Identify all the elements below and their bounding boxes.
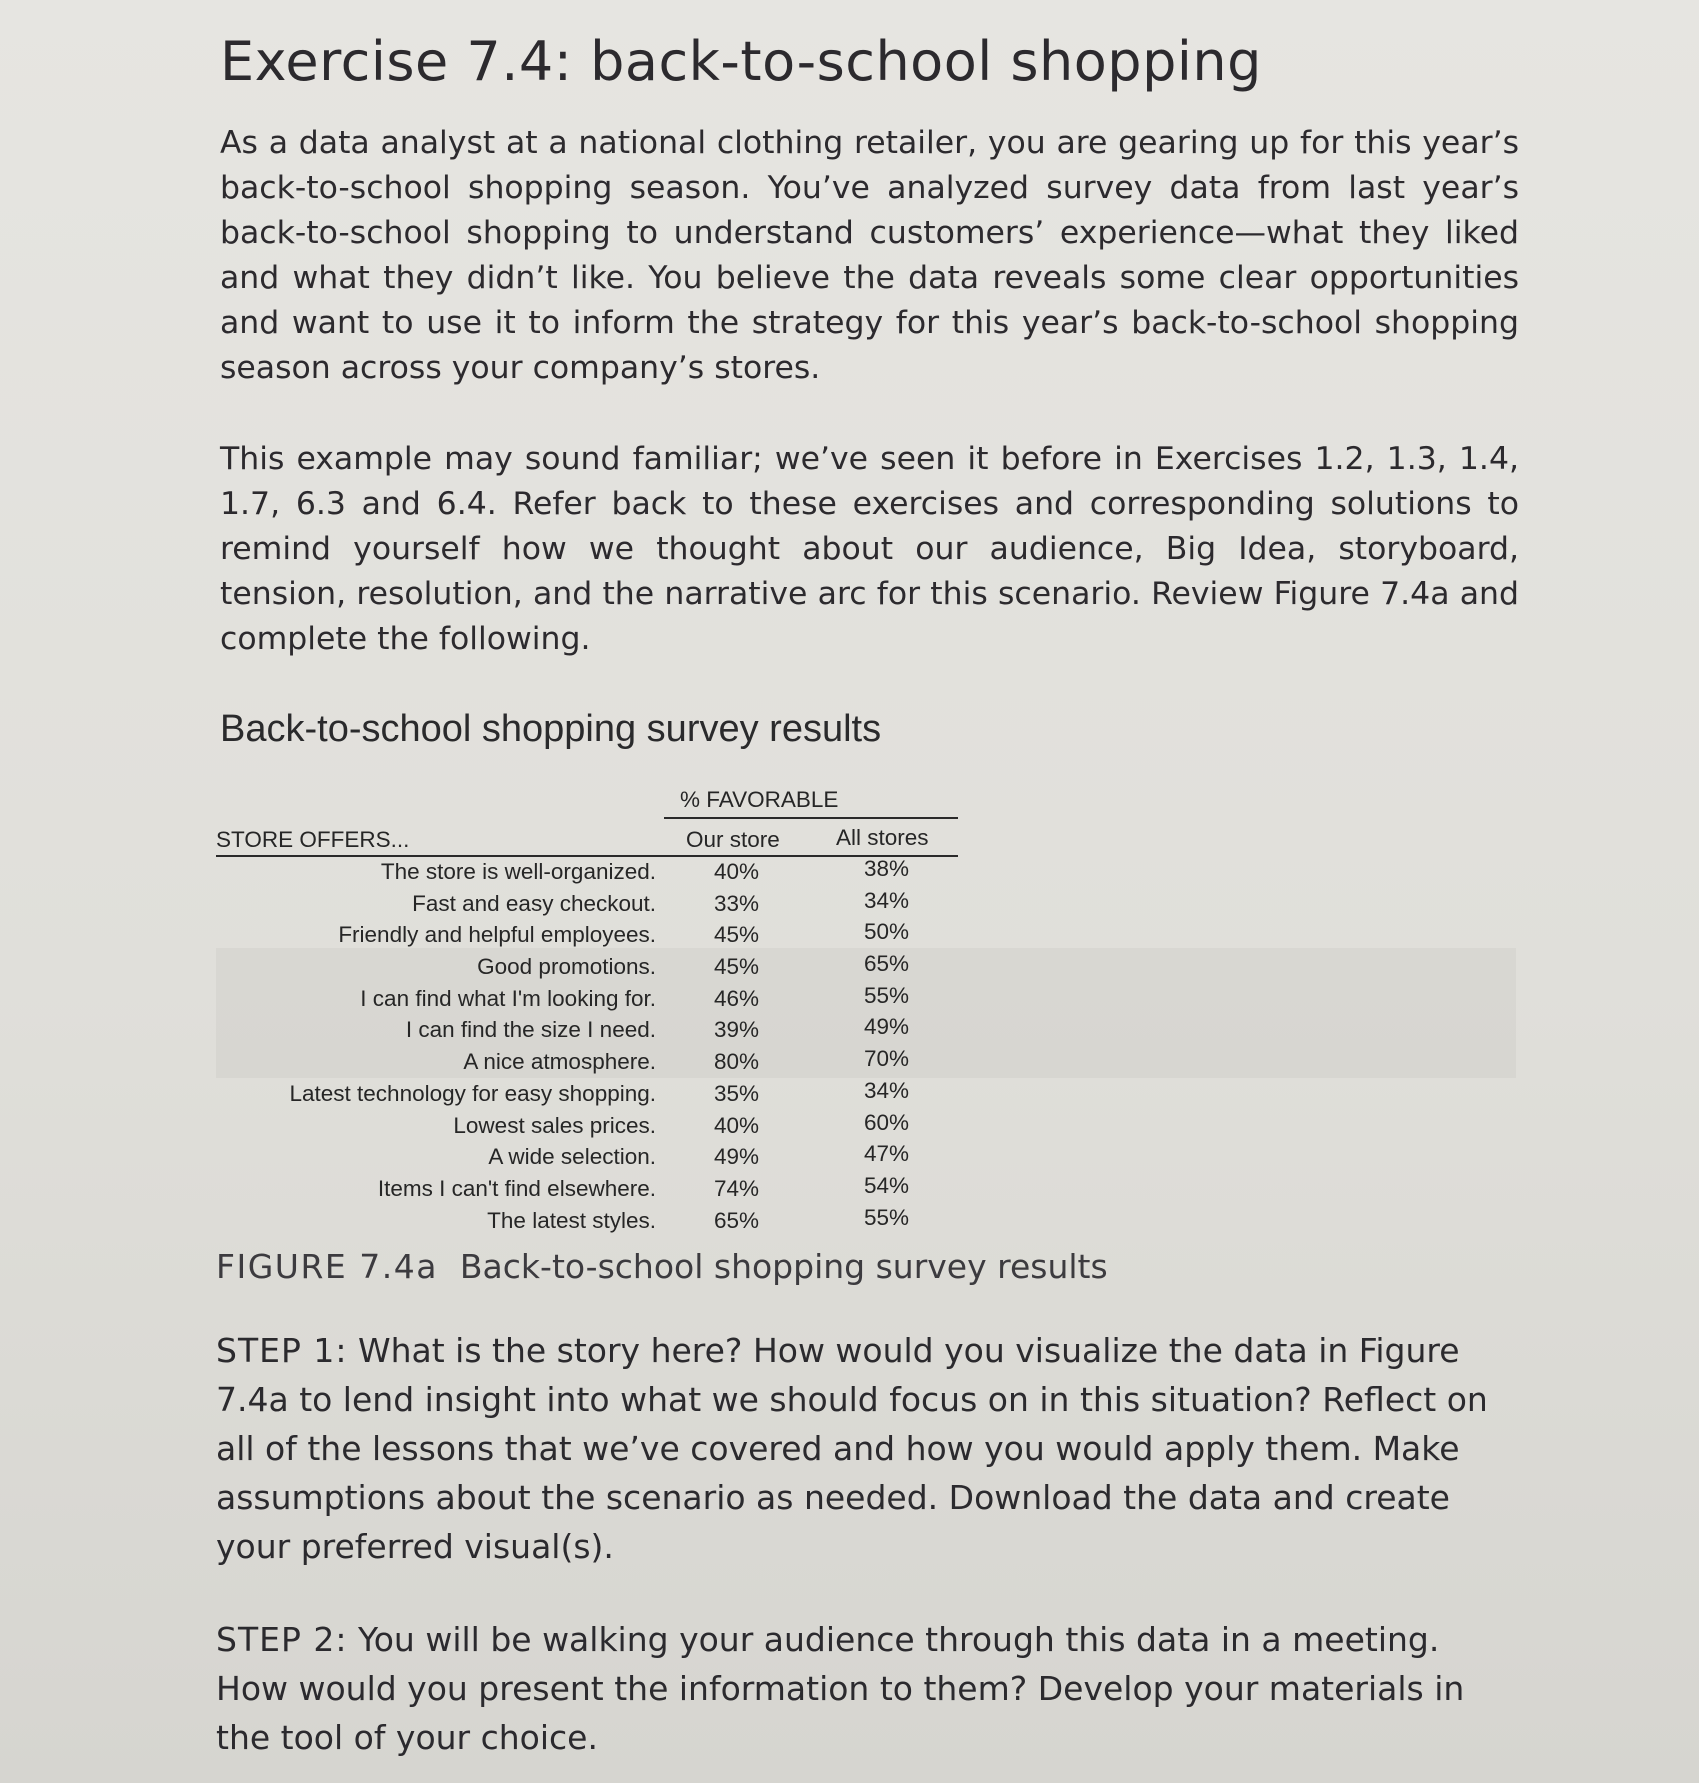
figure-title: Back-to-school shopping survey results	[220, 708, 882, 750]
all-stores-value: 49%	[864, 1014, 910, 1040]
column-header-row	[216, 821, 958, 857]
row-label: The store is well-organized.	[380, 859, 656, 884]
table-row	[216, 1141, 958, 1176]
all-stores-value: 55%	[864, 982, 910, 1008]
figure-caption	[216, 1247, 1519, 1286]
table-row	[216, 919, 958, 954]
figure-label: FIGURE 7.4a	[216, 1247, 438, 1286]
row-label: I can find the size I need.	[405, 1017, 656, 1043]
table-row	[216, 1172, 958, 1208]
our-store-value: 40%	[714, 1112, 760, 1138]
our-store-value: 33%	[714, 890, 760, 916]
row-label: I can find what I'm looking for.	[360, 985, 656, 1011]
row-label: A nice atmosphere.	[463, 1049, 656, 1075]
all-stores-value: 65%	[864, 951, 910, 977]
favorable-group-header: % FAVORABLE	[664, 787, 958, 819]
table-row	[216, 951, 958, 986]
row-label: The latest styles.	[487, 1207, 656, 1233]
table-row	[216, 887, 958, 923]
our-store-value: 46%	[714, 985, 760, 1011]
step-2-label: STEP 2:	[216, 1620, 348, 1659]
all-stores-value: 50%	[864, 919, 910, 945]
exercise-title: Exercise 7.4: back-to-school shopping	[220, 30, 1262, 93]
table-row	[216, 982, 958, 1018]
all-stores-value: 38%	[864, 856, 910, 881]
our-store-value: 45%	[714, 954, 760, 980]
step-1-label: STEP 1:	[216, 1331, 348, 1370]
column-header-all-stores: All stores	[836, 825, 929, 850]
our-store-value: 45%	[714, 922, 760, 948]
all-stores-value: 70%	[864, 1046, 910, 1072]
row-label: Items I can't find elsewhere.	[377, 1175, 656, 1201]
row-label: Latest technology for easy shopping.	[289, 1080, 656, 1106]
context-paragraph: This example may sound familiar; we’ve seen it before in Exercises 1.2, 1.3, 1.4, 1.7, 6.3 and 6.4. Refer back to these exercises and corresponding solutions to remind yourself how we thought about our audience, Big Idea, storyboard, tension, resolution, and the narrative arc for this scenario. Review Figure 7.4a and complete the following.	[220, 441, 1519, 657]
table-body	[216, 856, 958, 1239]
row-label: Lowest sales prices.	[453, 1112, 656, 1138]
our-store-value: 39%	[714, 1017, 760, 1043]
row-label: Fast and easy checkout.	[412, 890, 656, 916]
table-row	[216, 856, 958, 891]
all-stores-value: 34%	[864, 1077, 910, 1103]
all-stores-value: 55%	[864, 1204, 910, 1230]
row-header-store-offers: STORE OFFERS...	[216, 827, 410, 852]
survey-table	[216, 787, 966, 1247]
our-store-value: 49%	[714, 1144, 760, 1170]
our-store-value: 74%	[714, 1175, 760, 1201]
step-2-text: You will be walking your audience through this data in a meeting. How would you present the information to them? Develop your materials in the tool of your choice.	[216, 1620, 1465, 1757]
step-2	[216, 1615, 1519, 1762]
table-row	[216, 1077, 958, 1113]
step-1	[216, 1326, 1519, 1571]
step-1-text: What is the story here? How would you visualize the data in Figure 7.4a to lend insight into what we should focus on in this situation? Reflect on all of the lessons that we’ve covered and how you would apply them. Make assumptions about the scenario as needed. Download the data and create your preferred visual(s).	[216, 1331, 1488, 1566]
row-label: A wide selection.	[488, 1144, 656, 1170]
all-stores-value: 47%	[864, 1141, 910, 1167]
row-label: Friendly and helpful employees.	[338, 922, 656, 948]
row-label: Good promotions.	[477, 954, 656, 980]
our-store-value: 65%	[714, 1207, 760, 1233]
our-store-value: 40%	[714, 859, 760, 884]
intro-paragraph: As a data analyst at a national clothing retailer, you are gearing up for this year’s back-to-school shopping season. You’ve analyzed survey data from last year’s back-to-school shopping to understand customers’ experience—what they liked and what they didn’t like. You believe the data reveals some clear opportunities and want to use it to inform the strategy for this year’s back-to-school shopping season across your company’s stores.	[220, 125, 1519, 386]
our-store-value: 80%	[714, 1049, 760, 1075]
table-row	[216, 1109, 958, 1145]
table-row	[216, 1046, 958, 1081]
table-row	[216, 1014, 958, 1049]
table-row	[216, 1204, 958, 1240]
all-stores-value: 60%	[864, 1109, 910, 1135]
our-store-value: 35%	[714, 1080, 760, 1106]
all-stores-value: 54%	[864, 1172, 910, 1198]
figure-caption-text: Back-to-school shopping survey results	[459, 1247, 1108, 1286]
column-header-our-store: Our store	[686, 827, 780, 852]
all-stores-value: 34%	[864, 887, 910, 913]
